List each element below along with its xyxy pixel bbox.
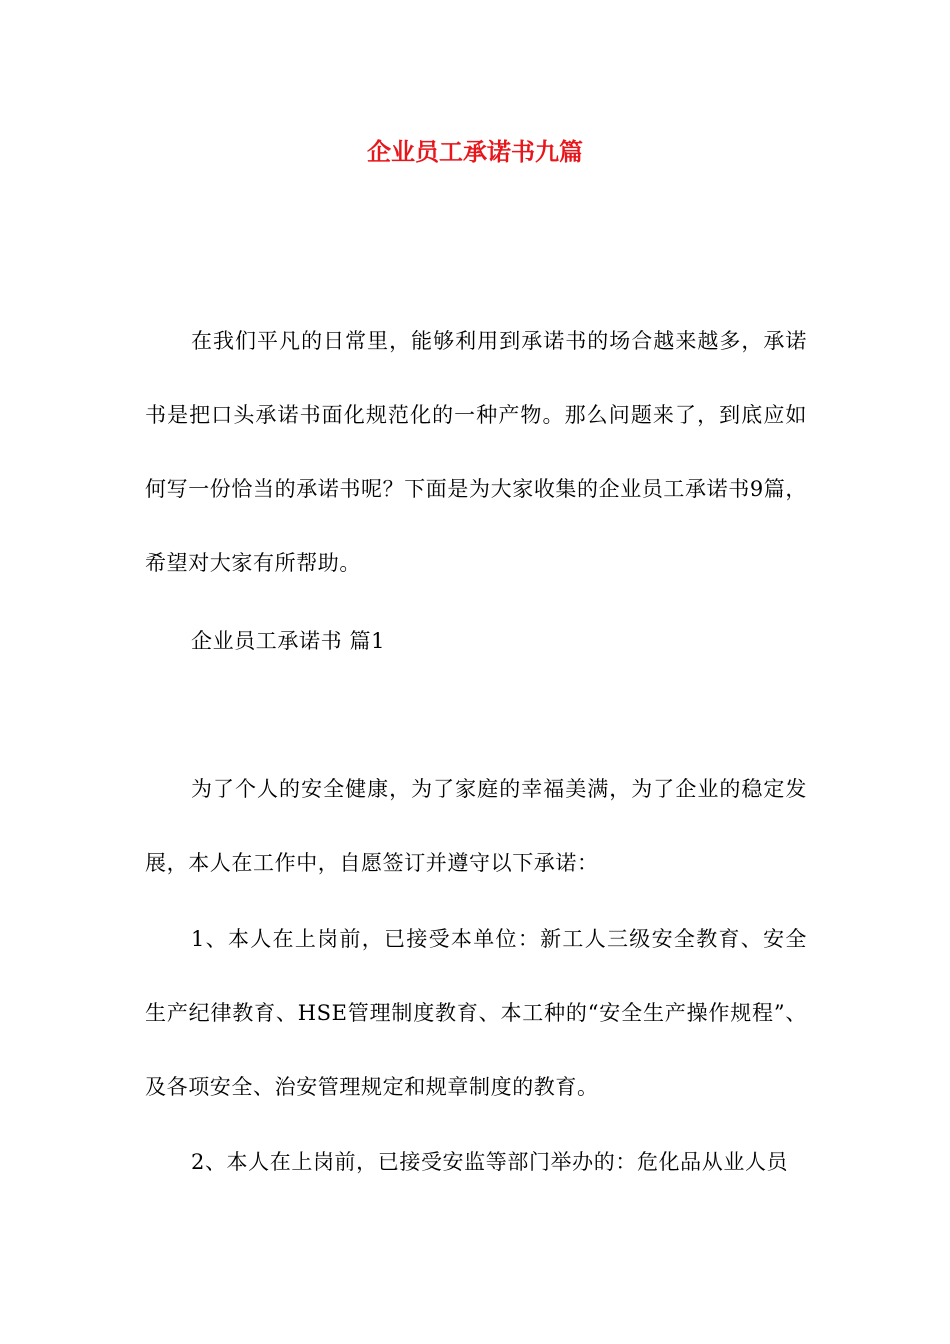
commitment-paragraph: 为了个人的安全健康，为了家庭的幸福美满，为了企业的稳定发展，本人在工作中，自愿签订并遵守以下承诺： [145, 777, 807, 875]
intro-paragraph: 在我们平凡的日常里，能够利用到承诺书的场合越来越多，承诺书是把口头承诺书面化规范化的一种产物。那么问题来了，到底应如何写一份恰当的承诺书呢？下面是为大家收集的企业员工承诺书9篇，希望对大家有所帮助。 [145, 329, 807, 575]
commitment-item-1: 1、本人在上岗前，已接受本单位：新工人三级安全教育、安全生产纪律教育、HSE管理制度教育、本工种的“安全生产操作规程”、及各项安全、治安管理规定和规章制度的教育。 [145, 927, 807, 1099]
document-title: 企业员工承诺书九篇 [367, 137, 583, 166]
section-heading: 企业员工承诺书 篇1 [191, 629, 386, 653]
commitment-item-2: 2、本人在上岗前，已接受安监等部门举办的：危化品从业人员 [191, 1150, 789, 1174]
